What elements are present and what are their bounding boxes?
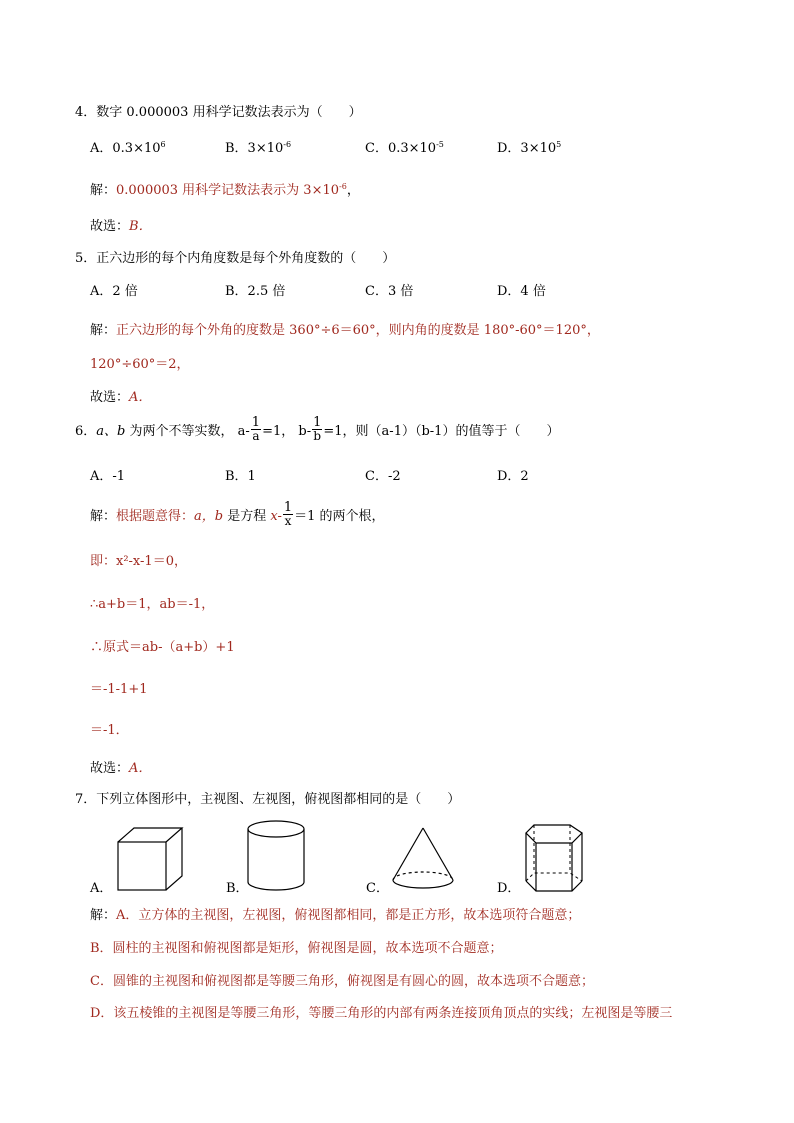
q4-option-b: B．$3\times 10^{-6}$ — [225, 140, 292, 156]
q6-solution-line-1: 解：根据题意得：a，b 是方程 x- $\frac{1}{x}$ ＝1 的两个根， — [90, 500, 385, 528]
q5-option-b: B．2.5 倍 — [225, 284, 286, 299]
q4-option-c: C．$0.3\times 10^{-5}$ — [365, 140, 444, 156]
cylinder-figure — [244, 818, 310, 894]
q6-solution-line-4: ∴原式＝ab-（a+b）+1 — [90, 640, 235, 655]
q4-option-a: A．$0.3\times 10^6$ — [90, 140, 166, 156]
q5-option-d: D．4 倍 — [497, 284, 546, 299]
q6-solution-line-5: ＝-1-1+1 — [90, 682, 148, 697]
q6-solution-line-6: ＝-1． — [90, 723, 129, 738]
q7-solution-c: C．圆锥的主视图和俯视图都是等腰三角形，俯视图是有圆心的圆，故本选项不合题意； — [90, 974, 594, 989]
q6-option-c: C．-2 — [365, 469, 401, 484]
cone-figure — [388, 826, 458, 892]
q6-answer: 故选：A． — [90, 761, 152, 776]
q5-option-a: A．2 倍 — [90, 284, 138, 299]
q7-solution-b: B．圆柱的主视图和俯视图都是矩形，俯视图是圆，故本选项不合题意； — [90, 941, 503, 956]
q6-stem: 6．a、b 为两个不等实数， a- $\frac{1}{a}$ =1， b- $\frac{1}{b}$ =1，则（a-1）（b-1）的值等于（ ） — [75, 415, 560, 443]
q7-solution-d: D．该五棱锥的主视图是等腰三角形，等腰三角形的内部有两条连接顶角顶点的实线；左视图是等腰三 — [90, 1006, 673, 1021]
q6-solution-line-2: 即：x²-x-1＝0， — [90, 554, 187, 569]
q4-option-d: D．$3\times 10^5$ — [497, 140, 562, 156]
q5-solution-line-2: 120°÷60°＝2， — [90, 357, 190, 372]
q7-option-d-label: D． — [497, 881, 521, 896]
q7-option-c-label: C． — [366, 881, 389, 896]
q7-solution-a: 解：A．立方体的主视图，左视图，俯视图都相同，都是正方形，故本选项符合题意； — [90, 908, 581, 923]
cube-figure — [116, 826, 186, 892]
q4-solution: 解：0.000003 用科学记数法表示为 $3\times 10^{-6}$， — [90, 182, 360, 198]
q6-equation-1: a- $\frac{1}{a}$ =1， — [237, 415, 295, 443]
q6-option-a: A．-1 — [90, 469, 126, 484]
q5-solution-line-1: 解：正六边形的每个外角的度数是 360°÷6＝60°，则内角的度数是 180°-60°＝120°， — [90, 323, 600, 338]
q6-equation-2: b- $\frac{1}{b}$ =1，则（a-1）（b-1）的值等于（ ） — [298, 415, 560, 443]
q5-answer: 故选：A． — [90, 390, 152, 405]
q6-option-d: D．2 — [497, 469, 529, 484]
hexagonal-prism-figure — [522, 823, 586, 895]
q6-option-b: B．1 — [225, 469, 256, 484]
q4-answer: 故选：B． — [90, 219, 152, 234]
q4-stem: 4．数字 0.000003 用科学记数法表示为（ ） — [75, 105, 362, 120]
q7-stem: 7．下列立体图形中，主视图、左视图，俯视图都相同的是（ ） — [75, 792, 461, 807]
q7-option-a-label: A． — [90, 881, 113, 896]
q6-solution-line-3: ∴a+b＝1，ab＝-1， — [90, 597, 215, 612]
q7-option-b-label: B． — [226, 881, 249, 896]
q5-option-c: C．3 倍 — [365, 284, 414, 299]
q5-stem: 5．正六边形的每个内角度数是每个外角度数的（ ） — [75, 251, 396, 266]
